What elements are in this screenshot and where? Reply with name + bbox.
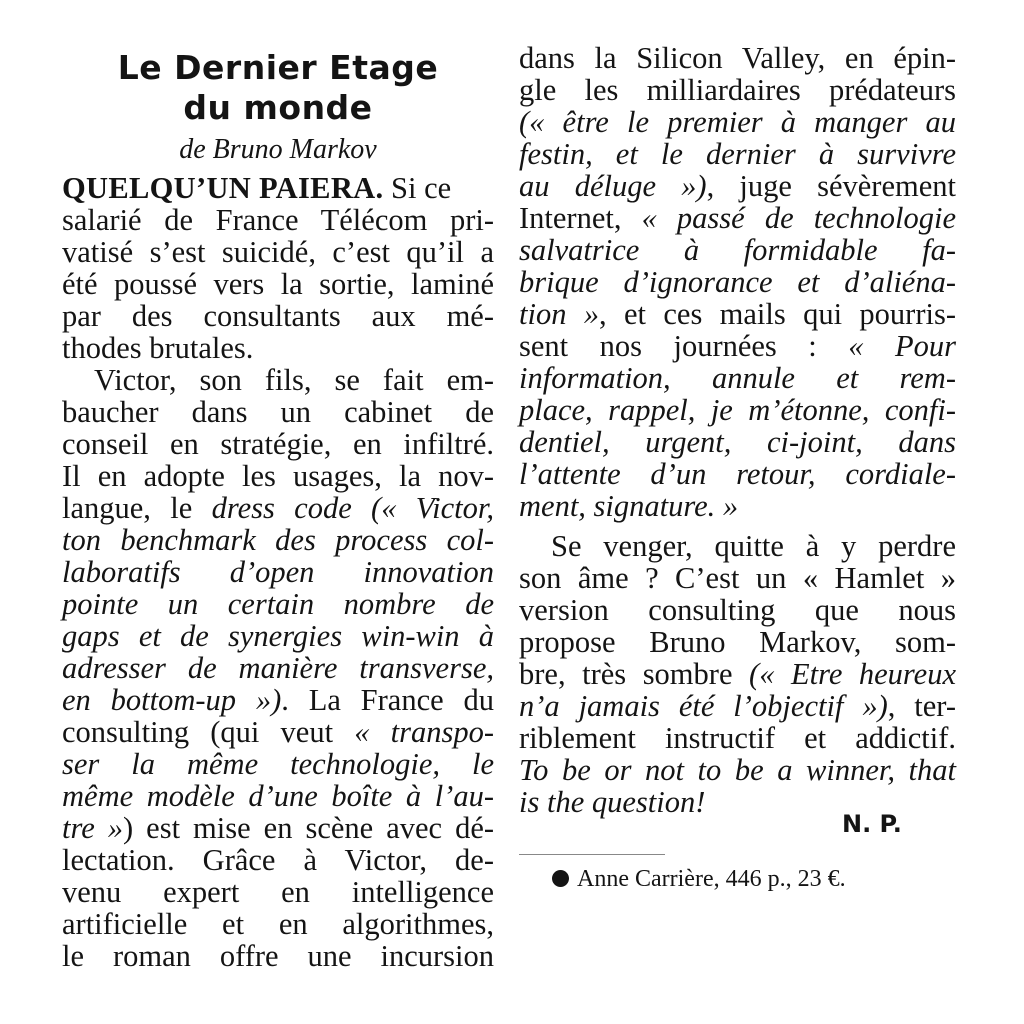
text-line: au déluge »), juge sévèrement [519, 169, 956, 203]
text-line: Internet, « passé de technologie [519, 201, 956, 235]
text-line: thodes brutales. [62, 331, 254, 365]
text-line: ton benchmark des process col- [62, 523, 494, 557]
text-line: salvatrice à formidable fa- [519, 233, 956, 267]
publisher-info [552, 864, 846, 894]
bullet-icon [552, 870, 569, 887]
text-line: tion », et ces mails qui pourris- [519, 297, 956, 331]
text-line: riblement instructif et addictif. [519, 721, 956, 755]
text-line: gle les milliardaires prédateurs [519, 73, 956, 107]
text-line: baucher dans un cabinet de [62, 395, 494, 429]
text-line: pointe un certain nombre de [62, 587, 494, 621]
text-line: le roman offre une incursion [62, 939, 494, 973]
text-line: Victor, son fils, se fait em- [94, 363, 494, 397]
text-line: venu expert en intelligence [62, 875, 494, 909]
text-line: brique d’ignorance et d’aliéna- [519, 265, 956, 299]
text-line: par des consultants aux mé- [62, 299, 494, 333]
text-line: été poussé vers la sortie, laminé [62, 267, 494, 301]
text-line: propose Bruno Markov, som- [519, 625, 956, 659]
divider [519, 854, 665, 855]
text-line: laboratifs d’open innovation [62, 555, 494, 589]
text-line: consulting (qui veut « transpo- [62, 715, 494, 749]
text-line: lectation. Grâce à Victor, de- [62, 843, 494, 877]
article-title-line-2: du monde [183, 88, 373, 127]
text-line: n’a jamais été l’objectif »), ter- [519, 689, 956, 723]
text-line: ser la même technologie, le [62, 747, 494, 781]
author-signature: N. P. [842, 810, 902, 838]
text-line: is the question! [519, 785, 706, 819]
text-line: QUELQU’UN PAIERA. Si ce [62, 171, 452, 205]
text-line: festin, et le dernier à survivre [519, 137, 956, 171]
text-line: ment, signature. » [519, 489, 739, 523]
article-kicker: QUELQU’UN PAIERA. [62, 171, 384, 205]
text-line: artificielle et en algorithmes, [62, 907, 494, 941]
text-line: Il en adopte les usages, la nov- [62, 459, 494, 493]
text-line: en bottom-up »). La France du [62, 683, 494, 717]
text-line: l’attente d’un retour, cordiale- [519, 457, 956, 491]
text-line: conseil en stratégie, en infiltré. [62, 427, 494, 461]
text-line: adresser de manière transverse, [62, 651, 494, 685]
text-line: vatisé s’est suicidé, c’est qu’il a [62, 235, 494, 269]
article-byline: de Bruno Markov [179, 134, 377, 165]
text-line: (« être le premier à manger au [519, 105, 956, 139]
text-line: bre, très sombre (« Etre heureux [519, 657, 956, 691]
text-line: son âme ? C’est un « Hamlet » [519, 561, 956, 595]
text-line: salarié de France Télécom pri- [62, 203, 494, 237]
text-line: sent nos journées : « Pour [519, 329, 956, 363]
text-line: Se venger, quitte à y perdre [551, 529, 956, 563]
text-line: tre ») est mise en scène avec dé- [62, 811, 495, 845]
text-line: version consulting que nous [519, 593, 956, 627]
text-line: langue, le dress code (« Victor, [62, 491, 494, 525]
publisher-info-text: Anne Carrière, 446 p., 23 €. [577, 866, 846, 892]
text-line: place, rappel, je m’étonne, confi- [519, 393, 956, 427]
text-line: dans la Silicon Valley, en épin- [519, 41, 956, 75]
text-line: information, annule et rem- [519, 361, 956, 395]
text-line: gaps et de synergies win-win à [62, 619, 494, 653]
article-title-line-1: Le Dernier Etage [117, 48, 439, 87]
text-line: même modèle d’une boîte à l’au- [62, 779, 494, 813]
text-line: dentiel, urgent, ci-joint, dans [519, 425, 956, 459]
text-line: To be or not to be a winner, that [519, 753, 956, 787]
